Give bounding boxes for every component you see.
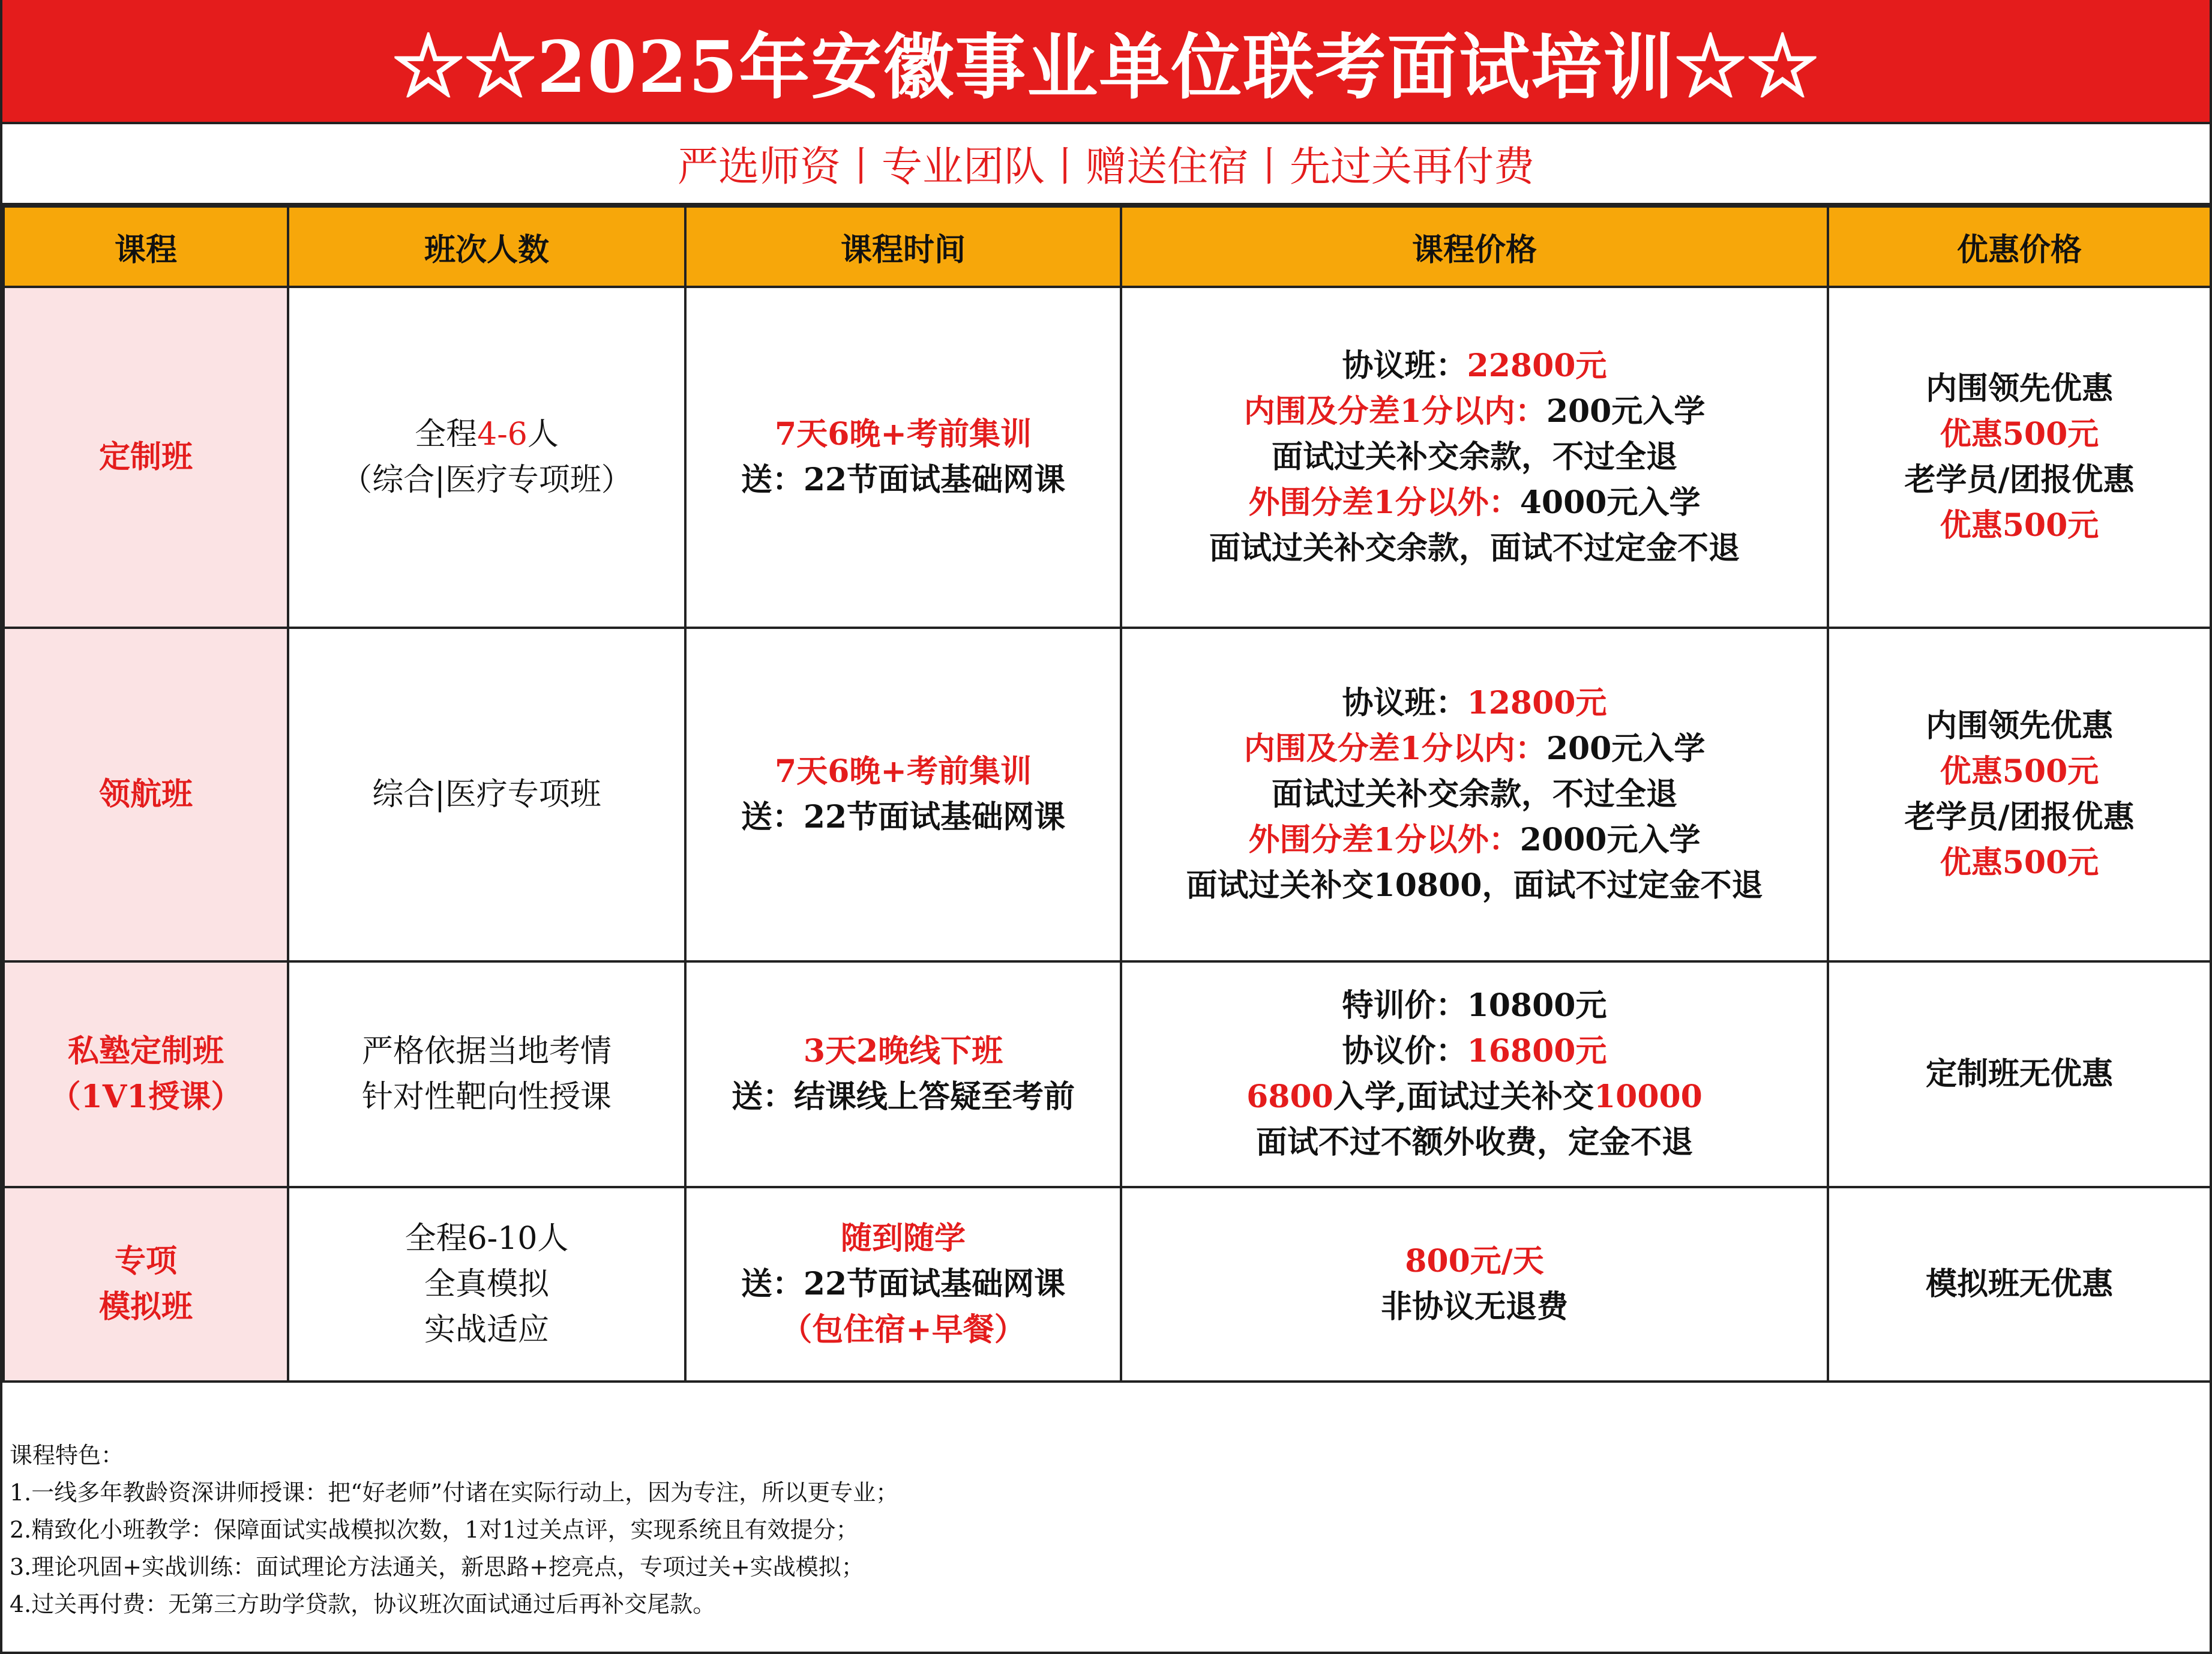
discount-price: 内围领先优惠 优惠500元 老学员/团报优惠 优惠500元 bbox=[1828, 628, 2211, 961]
table-row bbox=[4, 1187, 2211, 1382]
class-size: 全程4-6人 （综合|医疗专项班） bbox=[288, 287, 685, 628]
header-time: 课程时间 bbox=[685, 206, 1121, 287]
feature-item: 3.理论巩固+实战训练：面试理论方法通关，新思路+挖亮点，专项过关+实战模拟； bbox=[10, 1554, 864, 1580]
class-size: 综合|医疗专项班 bbox=[288, 628, 685, 961]
discount-price: 内围领先优惠 优惠500元 老学员/团报优惠 优惠500元 bbox=[1828, 287, 2211, 628]
course-name: 专项 模拟班 bbox=[4, 1187, 288, 1382]
course-features bbox=[2, 1383, 2210, 1623]
features-heading: 课程特色： bbox=[10, 1442, 124, 1469]
header-price: 课程价格 bbox=[1121, 206, 1828, 287]
course-price: 协议班：12800元 内围及分差1分以内：200元入学 面试过关补交余款，不过全退 外围分差1分以外：2000元入学 面试过关补交10800，面试不过定金不退 bbox=[1121, 628, 1828, 961]
header-course: 课程 bbox=[4, 206, 288, 287]
feature-item: 2.精致化小班教学：保障面试实战模拟次数，1对1过关点评，实现系统且有效提分； bbox=[10, 1517, 859, 1543]
table-header-row bbox=[4, 206, 2211, 287]
course-price: 协议班：22800元 内围及分差1分以内：200元入学 面试过关补交余款，不过全退 外围分差1分以外：4000元入学 面试过关补交余款，面试不过定金不退 bbox=[1121, 287, 1828, 628]
course-name: 私塾定制班 （1V1授课） bbox=[4, 961, 288, 1187]
header-size: 班次人数 bbox=[288, 206, 685, 287]
course-price: 特训价：10800元 协议价：16800元 6800入学,面试过关补交10000 面试不过不额外收费，定金不退 bbox=[1121, 961, 1828, 1187]
course-time: 3天2晚线下班 送：结课线上答疑至考前 bbox=[685, 961, 1121, 1187]
course-name: 定制班 bbox=[4, 287, 288, 628]
discount-price: 模拟班无优惠 bbox=[1828, 1187, 2211, 1382]
page-title: ☆☆2025年安徽事业单位联考面试培训☆☆ bbox=[2, 0, 2210, 124]
course-price: 800元/天 非协议无退费 bbox=[1121, 1187, 1828, 1382]
feature-item: 1.一线多年教龄资深讲师授课：把“好老师”付诸在实际行动上，因为专注，所以更专业； bbox=[10, 1479, 899, 1506]
header-discount: 优惠价格 bbox=[1828, 206, 2211, 287]
class-size: 严格依据当地考情 针对性靶向性授课 bbox=[288, 961, 685, 1187]
class-size: 全程6-10人 全真模拟 实战适应 bbox=[288, 1187, 685, 1382]
course-table bbox=[2, 205, 2212, 1383]
course-time: 随到随学 送：22节面试基础网课 （包住宿+早餐） bbox=[685, 1187, 1121, 1382]
discount-price: 定制班无优惠 bbox=[1828, 961, 2211, 1187]
table-row bbox=[4, 961, 2211, 1187]
subtitle: 严选师资丨专业团队丨赠送住宿丨先过关再付费 bbox=[2, 124, 2210, 205]
table-row bbox=[4, 628, 2211, 961]
course-time: 7天6晚+考前集训 送：22节面试基础网课 bbox=[685, 628, 1121, 961]
table-row bbox=[4, 287, 2211, 628]
course-time: 7天6晚+考前集训 送：22节面试基础网课 bbox=[685, 287, 1121, 628]
feature-item: 4.过关再付费：无第三方助学贷款，协议班次面试通过后再补交尾款。 bbox=[10, 1591, 716, 1617]
course-name: 领航班 bbox=[4, 628, 288, 961]
